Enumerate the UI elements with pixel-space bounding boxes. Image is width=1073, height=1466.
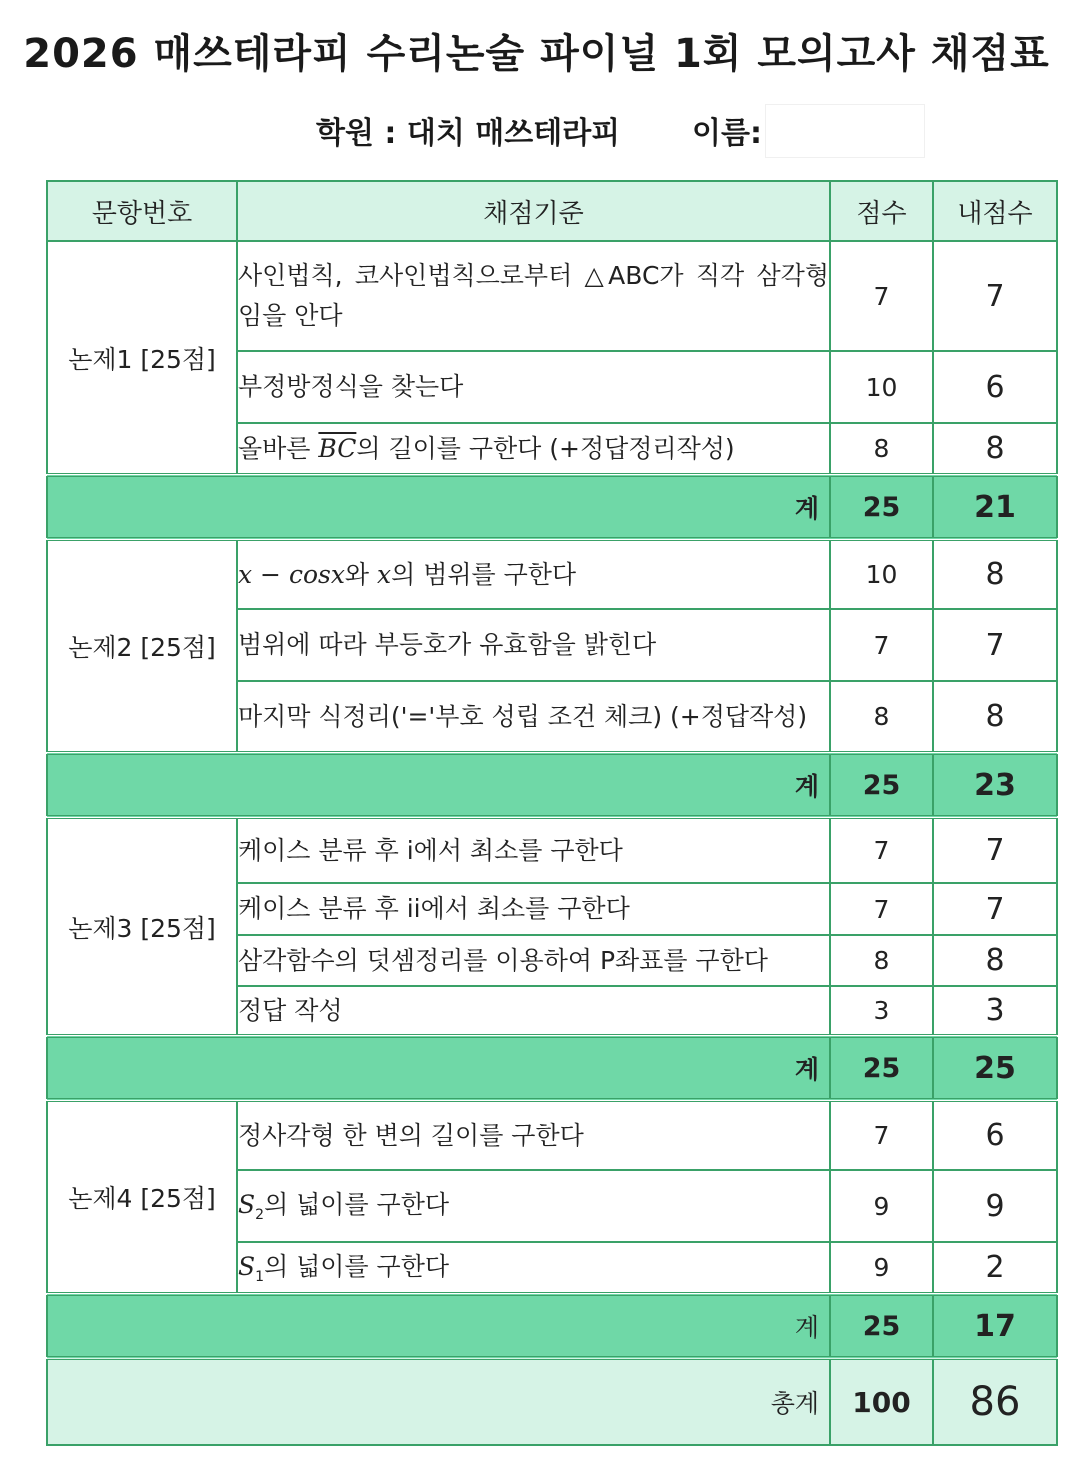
my-score-cell: 7 bbox=[933, 609, 1057, 681]
criteria-cell: 범위에 따라 부등호가 유효함을 밝힌다 bbox=[237, 609, 830, 681]
segment-bc-math: $\overline{BC}$ bbox=[318, 433, 357, 463]
subtotal-points: 25 bbox=[830, 1294, 933, 1358]
table-row bbox=[47, 241, 1057, 351]
criteria-cell: 사인법칙, 코사인법칙으로부터 △ABC가 직각 삼각형임을 안다 bbox=[237, 241, 830, 351]
criteria-subscript: 2 bbox=[255, 1207, 265, 1224]
grand-total-my-score: 86 bbox=[933, 1358, 1057, 1445]
my-score-cell: 8 bbox=[933, 935, 1057, 986]
criteria-cell: 부정방정식을 찾는다 bbox=[237, 351, 830, 423]
points-cell: 7 bbox=[830, 609, 933, 681]
header-my-score: 내점수 bbox=[933, 181, 1057, 241]
criteria-cell: 마지막 식정리('='부호 성립 조건 체크) (+정답작성) bbox=[237, 681, 830, 753]
my-score-cell: 7 bbox=[933, 883, 1057, 935]
criteria-prefix: 올바른 bbox=[238, 433, 319, 463]
my-score-cell: 8 bbox=[933, 539, 1057, 609]
points-cell: 8 bbox=[830, 681, 933, 753]
subtotal-points: 25 bbox=[830, 1036, 933, 1100]
my-score-cell: 6 bbox=[933, 351, 1057, 423]
points-cell: 7 bbox=[830, 883, 933, 935]
criteria-cell bbox=[237, 539, 830, 609]
criteria-cell: 삼각함수의 덧셈정리를 이용하여 P좌표를 구한다 bbox=[237, 935, 830, 986]
criteria-cell: 케이스 분류 후 ii에서 최소를 구한다 bbox=[237, 883, 830, 935]
criteria-subscript: 1 bbox=[255, 1268, 265, 1285]
scoring-table bbox=[46, 180, 1058, 1446]
criteria-math-s: S bbox=[238, 1190, 256, 1220]
subtotal-my-score: 17 bbox=[933, 1294, 1057, 1358]
criteria-cell: 케이스 분류 후 i에서 최소를 구한다 bbox=[237, 817, 830, 883]
my-score-cell: 7 bbox=[933, 817, 1057, 883]
subtotal-label: 계 bbox=[47, 475, 830, 539]
problem-label: 논제2 [25점] bbox=[47, 539, 237, 753]
name-field[interactable] bbox=[765, 104, 925, 158]
subtotal-row bbox=[47, 1294, 1057, 1358]
header-points: 점수 bbox=[830, 181, 933, 241]
problem-label: 논제4 [25점] bbox=[47, 1100, 237, 1294]
criteria-suffix: 의 넓이를 구한다 bbox=[264, 1251, 450, 1281]
academy-label: 학원 : 대치 매쓰테라피 bbox=[316, 116, 621, 151]
points-cell: 9 bbox=[830, 1170, 933, 1242]
points-cell: 7 bbox=[830, 817, 933, 883]
subtotal-my-score: 23 bbox=[933, 753, 1057, 817]
problem-label: 논제3 [25점] bbox=[47, 817, 237, 1036]
subtotal-label: 계 bbox=[47, 753, 830, 817]
criteria-mid: 와 bbox=[344, 559, 378, 589]
grand-total-points: 100 bbox=[830, 1358, 933, 1445]
subtotal-row bbox=[47, 475, 1057, 539]
criteria-suffix: 의 길이를 구한다 (+정답정리작성) bbox=[356, 433, 735, 463]
points-cell: 3 bbox=[830, 986, 933, 1036]
subtotal-points: 25 bbox=[830, 753, 933, 817]
criteria-cell bbox=[237, 423, 830, 475]
criteria-math-x: x bbox=[377, 559, 392, 589]
grand-total-row bbox=[47, 1358, 1057, 1445]
criteria-cell: 정사각형 한 변의 길이를 구한다 bbox=[237, 1100, 830, 1170]
points-cell: 10 bbox=[830, 539, 933, 609]
criteria-math: x − cosx bbox=[238, 559, 345, 589]
my-score-cell: 3 bbox=[933, 986, 1057, 1036]
header-question: 문항번호 bbox=[47, 181, 237, 241]
points-cell: 7 bbox=[830, 241, 933, 351]
points-cell: 10 bbox=[830, 351, 933, 423]
criteria-suffix: 의 범위를 구한다 bbox=[391, 559, 577, 589]
points-cell: 7 bbox=[830, 1100, 933, 1170]
my-score-cell: 2 bbox=[933, 1242, 1057, 1294]
table-row bbox=[47, 817, 1057, 883]
subtotal-row bbox=[47, 753, 1057, 817]
grand-total-label: 총계 bbox=[47, 1358, 830, 1445]
header-criteria: 채점기준 bbox=[237, 181, 830, 241]
points-cell: 8 bbox=[830, 423, 933, 475]
problem-label: 논제1 [25점] bbox=[47, 241, 237, 475]
subtotal-label: 계 bbox=[47, 1294, 830, 1358]
subtotal-row bbox=[47, 1036, 1057, 1100]
table-row bbox=[47, 1100, 1057, 1170]
criteria-cell bbox=[237, 1242, 830, 1294]
criteria-cell: 정답 작성 bbox=[237, 986, 830, 1036]
subtotal-my-score: 21 bbox=[933, 475, 1057, 539]
points-cell: 8 bbox=[830, 935, 933, 986]
criteria-math-s: S bbox=[238, 1251, 256, 1281]
my-score-cell: 6 bbox=[933, 1100, 1057, 1170]
subtotal-my-score: 25 bbox=[933, 1036, 1057, 1100]
criteria-cell bbox=[237, 1170, 830, 1242]
page-title: 2026 매쓰테라피 수리논술 파이널 1회 모의고사 채점표 bbox=[23, 31, 1050, 77]
subtotal-points: 25 bbox=[830, 475, 933, 539]
points-cell: 9 bbox=[830, 1242, 933, 1294]
criteria-suffix: 의 넓이를 구한다 bbox=[264, 1190, 450, 1220]
info-line bbox=[0, 104, 1073, 156]
header-row bbox=[47, 181, 1057, 241]
my-score-cell: 8 bbox=[933, 423, 1057, 475]
table-row bbox=[47, 539, 1057, 609]
my-score-cell: 8 bbox=[933, 681, 1057, 753]
my-score-cell: 7 bbox=[933, 241, 1057, 351]
my-score-cell: 9 bbox=[933, 1170, 1057, 1242]
name-label: 이름: bbox=[692, 116, 762, 151]
subtotal-label: 계 bbox=[47, 1036, 830, 1100]
